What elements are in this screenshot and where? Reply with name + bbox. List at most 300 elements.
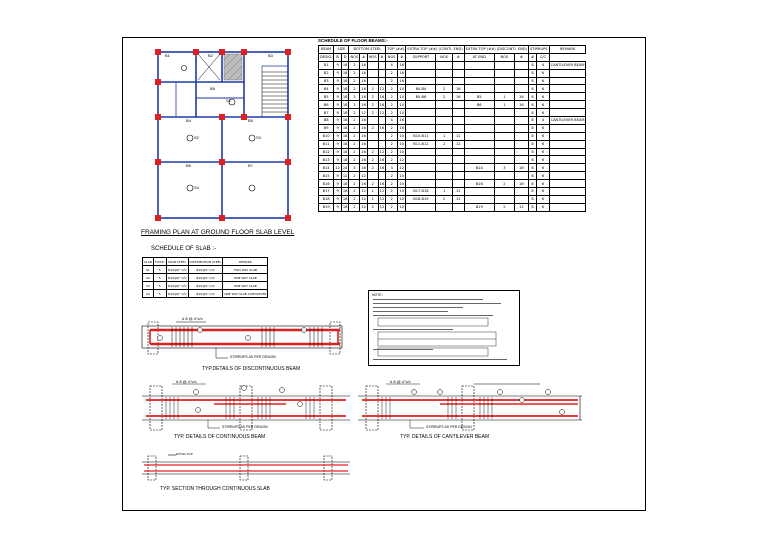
beam-table-cell: 2 [349,61,360,69]
beam-table-cell: 2 [367,109,378,117]
beam-table-cell: CANTILEVER BEAM [550,63,585,68]
beam-table-cell [514,195,528,203]
beam-table-cell: 16 [379,181,385,186]
beam-table-cell: 2 [386,101,398,109]
slab-table-cell: #10@6" C/C [167,291,187,296]
beam-table-row [319,101,586,109]
beam-table-cell: 12 [361,110,366,115]
beam-table-cell [452,101,464,109]
beam-table-subheader-cell: NOS [368,55,377,60]
beam-table-cell: 8 [528,188,536,196]
beam-table-cell: 3 [349,93,360,101]
beam-table-header-cell: EXTRA TOP (##) (CONTI. END) [407,47,463,52]
beam-table-cell: 9 [334,188,342,196]
beam-table-cell: 16 [379,102,385,107]
beam-table-cell: 2 [494,203,514,211]
beam-table-cell: 2 [367,93,378,101]
beam-table-cell: 2 [349,109,360,117]
note-line [373,359,507,360]
beam-table-cell [514,69,528,77]
plan-label-b7: B7 [248,163,253,168]
beam-table-cell: 2 [349,172,360,180]
beam-table-cell [464,124,494,132]
beam-table-cell [464,132,494,140]
beam-table-cell: B6 [464,101,494,109]
beam-table-cell: 8 [528,85,536,93]
beam-table-cell: 16 [514,101,528,109]
beam-table-cell [494,172,514,180]
beam-table-cell [406,148,436,156]
beam-table-cell: 16 [361,157,366,162]
beam-table-cell: CANTILEVER BEAM [550,118,585,123]
beam-table-cell: 2 [386,172,398,180]
beam-table-cell: 18 [342,150,348,155]
beam-table-subheader-cell: C/C [537,53,549,61]
beam-table-cell [464,156,494,164]
beam-table-cell: B15 [319,172,334,180]
beam-table-row [319,140,586,148]
beam-table-cell: 18 [342,63,348,68]
beam-table-cell: 2 [349,148,360,156]
slab-table-header-cell: DISTRIBUTION STEEL [189,259,222,264]
slab-table-cell: ONE WAY SLAB CANTILEVER [224,291,267,296]
beam-table-cell: 2 [386,140,398,148]
beam-table-row [319,203,586,211]
beam-table-cell: 2 [494,180,514,188]
beam-table-cell [464,172,494,180]
discontinuous-title: TYP.DETAILS OF DISCONTINUOUS BEAM [202,366,301,372]
slab-table-cell: #10@6" C/C [167,267,187,272]
beam-table-cell: 16 [452,85,464,93]
beam-table-cell [514,156,528,164]
beam-table-row [319,85,586,93]
plan-label-b6: B6 [186,163,191,168]
beam-table-cell [406,77,436,85]
beam-table-cell [464,61,494,69]
beam-table-cell [406,69,436,77]
beam-table-cell: B13 [319,156,334,164]
beam-table-cell [436,69,453,77]
beam-table-cell: 8 [528,61,536,69]
beam-table-cell [378,140,386,148]
beam-table-cell [549,109,586,117]
beam-table-cell: 16 [361,102,366,107]
beam-table-cell: B3 [319,77,334,85]
beam-table-subheader-cell: # [398,53,406,61]
beam-table-cell [406,101,436,109]
beam-table-cell [464,117,494,125]
beam-table-row [319,188,586,196]
beam-table-cell [494,69,514,77]
beam-table-cell: B8 [319,117,334,125]
beam-table-cell: B11-B12 [406,140,436,148]
beam-table-cell [367,132,378,140]
beam-table-cell: 1 [367,195,378,203]
slab-table-row [143,274,268,282]
beam-table-cell: 10 [399,102,405,107]
slab-table-cell: 5 [153,290,166,298]
beam-table-cell: B19 [319,203,334,211]
beam-table-cell: 18 [342,79,348,83]
slab-schedule-title: SCHEDULE OF SLAB :- [151,246,217,252]
beam-table-cell: 10 [399,205,405,210]
beam-table-row [319,61,586,69]
slab-table-cell: S3 [143,282,154,290]
hatched-slab [224,54,242,80]
cant-stirrup-spec: # 8 @ 4"c/c [390,379,411,384]
beam-table-cell: B19 [464,203,494,211]
beam-table-cell: 9 [334,195,342,203]
beam-table-cell: B9 [319,124,334,132]
notes-box [368,290,520,366]
beam-table-row [319,77,586,85]
beam-table-header-cell: REMARK [549,46,586,54]
note-line [373,329,453,330]
beam-table-cell: 2 [367,124,378,132]
beam-table-cell: 6 [537,195,549,203]
beam-table-cell [406,164,436,172]
beam-table-subheader-cell: SUPPORT [406,53,436,61]
beam-table-cell [549,156,586,164]
beam-table-cell: 12 [379,189,385,194]
beam-table-cell: 1 [367,188,378,196]
beam-table-cell: 16 [361,79,366,83]
beam-table-cell: 1 [494,93,514,101]
beam-table-cell: 6 [537,69,549,77]
beam-table-cell [436,148,453,156]
beam-table-cell: 18 [342,110,348,115]
beam-table-cell: 9 [334,156,342,164]
slab-table-cell: ONE WAY SLAB [223,274,268,282]
beam-table-cell: 9 [334,61,342,69]
slab-table-header-cell: MAIN STEEL [168,259,187,264]
beam-table-cell [452,148,464,156]
beam-table-row [319,124,586,132]
beam-table-cell: 16 [361,181,366,186]
beam-table-cell [464,77,494,85]
beam-table-subheader-cell: # [528,53,536,61]
beam-table-cell [406,61,436,69]
beam-table-cell [436,61,453,69]
beam-table-cell: 8 [528,156,536,164]
beam-table-cell [549,77,586,85]
note-line [373,299,483,300]
beam-table-cell [494,132,514,140]
beam-table-cell: 3 [349,164,360,172]
beam-table-cell [549,172,586,180]
beam-table-cell: B14 [319,164,334,172]
beam-table-cell [514,109,528,117]
beam-table-cell [549,188,586,196]
beam-table-cell: 1 [436,188,453,196]
beam-table-cell: 12 [452,132,464,140]
beam-table-cell: B11 [319,140,334,148]
beam-table-cell: B16 [464,180,494,188]
beam-table-cell: 8 [528,101,536,109]
beam-table-cell: 6 [537,77,549,85]
beam-table-cell: B5 [464,93,494,101]
beam-table-cell: 2 [367,85,378,93]
beam-table-cell: 10 [399,142,405,147]
beam-table-subheader-cell: D [341,53,349,61]
beam-table-cell: 6 [537,140,549,148]
beam-table-cell: 9 [334,203,342,211]
beam-table-cell [494,117,514,125]
plan-label-b8: B8 [210,86,215,91]
beam-table-cell [436,109,453,117]
slab-table-header-cell: REMARK [223,258,268,266]
beam-table-cell: 2 [367,148,378,156]
framing-plan-title: FRAMING PLAN AT GROUND FLOOR SLAB LEVEL [141,229,295,236]
beam-table-cell: B10 [319,132,334,140]
beam-table-row [319,148,586,156]
beam-table-cell: 4 [386,61,398,69]
plan-label-b5: B5 [248,118,253,123]
beam-table-cell [436,77,453,85]
slab-section-detail [142,455,350,480]
beam-table-cell [464,188,494,196]
beam-table-cell [464,140,494,148]
beam-table-cell [452,117,464,125]
beam-table-cell: 9 [334,77,342,85]
beam-table-cell: 16 [514,180,528,188]
beam-table-cell: 8 [528,172,536,180]
beam-table-cell: 2 [386,156,398,164]
beam-table-cell [464,195,494,203]
beam-table-cell [367,61,378,69]
beam-table-cell: 2 [349,140,360,148]
plan-label-s3: S3 [256,135,261,140]
beam-table-subheader-cell: NOS [494,53,514,61]
beam-table-cell: B17-B18 [406,188,436,196]
beam-table-cell [367,69,378,77]
slab-table-cell: #10@6" C/C [167,275,187,280]
beam-table-cell: 2 [386,69,398,77]
beam-table-row [319,172,586,180]
beam-table-cell [514,117,528,125]
beam-table-subheader-cell: NOS [350,55,359,60]
beam-table-cell [452,69,464,77]
beam-table-header-cell: BOTTOM STEEL [349,46,386,54]
beam-table-cell [494,85,514,93]
beam-table-cell: 8 [528,140,536,148]
beam-table-cell: 16 [361,118,366,123]
slab-table-cell: S1 [143,266,154,274]
beam-table-cell: 10 [399,110,405,115]
beam-table-subheader-cell: NOS [386,53,398,61]
beam-table-cell: 12 [452,195,464,203]
beam-table-cell [514,172,528,180]
slab-table-header-cell: THICK. [154,259,165,264]
beam-table-cell [436,124,453,132]
beam-table-row [319,180,586,188]
beam-table-cell: 1 [494,101,514,109]
slab-table-cell: 5 [153,266,166,274]
beam-table-cell: 9 [334,140,342,148]
beam-table-cell [367,172,378,180]
beam-table-cell: B5 [319,93,334,101]
beam-table-cell [464,85,494,93]
beam-table-cell: 18 [342,157,348,162]
beam-table-cell: 8 [528,195,536,203]
beam-table-cell: 2 [436,140,453,148]
plan-label-b1: B1 [165,53,170,58]
beam-table-cell: 16 [379,126,385,131]
beam-table-cell: 18 [342,142,348,147]
stair-treads [262,66,288,117]
beam-table-cell: B16 [319,180,334,188]
beam-table-cell: 12 [379,86,385,91]
beam-table-cell: 18 [342,71,348,76]
beam-table-cell: 12 [361,189,366,194]
beam-table-cell [549,85,586,93]
beam-table-cell: 2 [386,109,398,117]
cont-stirrup-spec: # 8 @ 4"c/c [176,379,197,384]
beam-table-cell [378,172,386,180]
beam-table-row [319,156,586,164]
beam-table-cell [494,148,514,156]
beam-table-header-cell: SIZE [334,46,349,54]
beam-table-cell: 2 [349,156,360,164]
beam-table-cell [436,156,453,164]
beam-table-cell: 2 [386,77,398,85]
beam-table-cell [378,132,386,140]
beam-table-cell: 12 [361,173,366,178]
beam-table-cell: 10 [399,150,405,155]
beam-table-cell: 16 [399,71,405,76]
beam-table-cell [549,164,586,172]
beam-table-cell: 2 [386,93,398,101]
continuous-beam-detail [142,386,350,430]
plan-label-b2: B2 [208,53,213,58]
beam-table-cell: 2 [367,180,378,188]
beam-table-cell [452,203,464,211]
beam-table-cell: 4 [537,117,549,125]
slab-table-cell: #10@6" C/C [188,290,223,298]
slab-table-cell: #10@6" C/C [188,274,223,282]
beam-table-cell: B18 [319,195,334,203]
slab-table-row [143,266,268,274]
beam-table-header-cell: BEAM [319,46,334,54]
beam-table-cell: 16 [361,94,366,99]
plan-label-s4: S4 [194,185,199,190]
beam-table-cell [452,156,464,164]
beam-table-cell: 8 [528,148,536,156]
slab-table-cell: 5 [153,274,166,282]
beam-table-cell [494,124,514,132]
beam-table-cell: 2 [367,203,378,211]
beam-table-cell [406,203,436,211]
beam-table-cell: B6 [319,101,334,109]
beam-table-cell: 2 [386,180,398,188]
beam-table-cell: 10 [399,134,405,139]
disc-stirrup-spec: # 8 @ 4"c/c [182,316,203,321]
beam-table-cell [406,172,436,180]
beam-table-subheader-cell: # [452,53,464,61]
beam-table-cell [514,188,528,196]
beam-table-cell [452,180,464,188]
beam-table-cell: 16 [361,165,366,170]
beam-table-cell: 2 [436,85,453,93]
beam-table-cell: 12 [361,205,366,210]
note-line [373,315,493,316]
beam-table-cell: B4-B4 [406,85,436,93]
beam-table-cell: 6 [537,203,549,211]
beam-table-cell: 16 [399,63,405,68]
beam-table-cell: 9 [334,180,342,188]
beam-table-cell: B10-B11 [406,132,436,140]
beam-table-subheader-cell: # [514,53,528,61]
beam-table-row [319,164,586,172]
beam-table-cell: 18 [342,118,348,123]
beam-table-row [319,132,586,140]
cantilever-stirrups [382,384,492,428]
beam-table-cell: 16 [361,86,366,91]
beam-table-cell: 9 [334,69,342,77]
beam-table-cell: B5-B6 [406,93,436,101]
beam-table-subheader [319,53,586,61]
beam-table-cell: 2 [349,77,360,85]
beam-table-cell [514,148,528,156]
beam-table-cell: 9 [334,101,342,109]
beam-table-header-cell: TOP (##) [387,47,405,52]
beam-table-cell: 9 [334,148,342,156]
slab-table-cell: ONE WAY SLAB [223,282,268,290]
beam-table-cell: 8 [528,109,536,117]
beam-table-cell: 3 [494,164,514,172]
beam-table-cell: 2 [349,132,360,140]
beam-table-cell: 12 [399,157,405,162]
beam-table-cell [406,109,436,117]
beam-table-cell: 16 [399,118,405,123]
beam-table-subheader-cell: # [360,53,368,61]
beam-table-cell: B7 [319,109,334,117]
beam-table-cell: 16 [452,93,464,101]
beam-table-cell: 10 [399,189,405,194]
beam-table-cell: B18-B19 [406,195,436,203]
beam-table-cell [494,140,514,148]
beam-table-cell: 2 [386,195,398,203]
beam-table-cell: 2 [386,148,398,156]
beam-table-cell: 2 [367,164,378,172]
beam-table-cell: 9 [334,132,342,140]
beam-table-cell [494,156,514,164]
beam-table-cell: 1 [436,132,453,140]
beam-table-cell [378,117,386,125]
beam-table-cell: 2 [386,188,398,196]
beam-table-cell [549,148,586,156]
beam-table-cell: 6 [537,180,549,188]
note-line [373,349,433,350]
section-title: TYP. SECTION THROUGH CONTINUOUS SLAB [160,486,270,492]
disc-stirrups-note: STIRRUPS AS PER DESIGN [230,355,276,359]
plan-label-s2: S2 [194,135,199,140]
beam-table-cell: 18 [342,189,348,194]
beam-table-cell: 8 [528,93,536,101]
beam-table-cell: 4 [537,61,549,69]
beam-table-cell [406,117,436,125]
beam-table-cell: B12 [319,148,334,156]
beam-table-row [319,69,586,77]
beam-table-cell: 8 [528,69,536,77]
beam-table-cell: 18 [342,181,348,186]
note-line [373,307,463,308]
beam-table-cell: 2 [436,93,453,101]
beam-table-header-cell: EXTRA TOP (##) (DISCONTI. END) [465,47,527,52]
beam-table-cell: 2 [367,101,378,109]
beam-table-cell: 2 [349,117,360,125]
beam-table-cell: 18 [342,126,348,131]
